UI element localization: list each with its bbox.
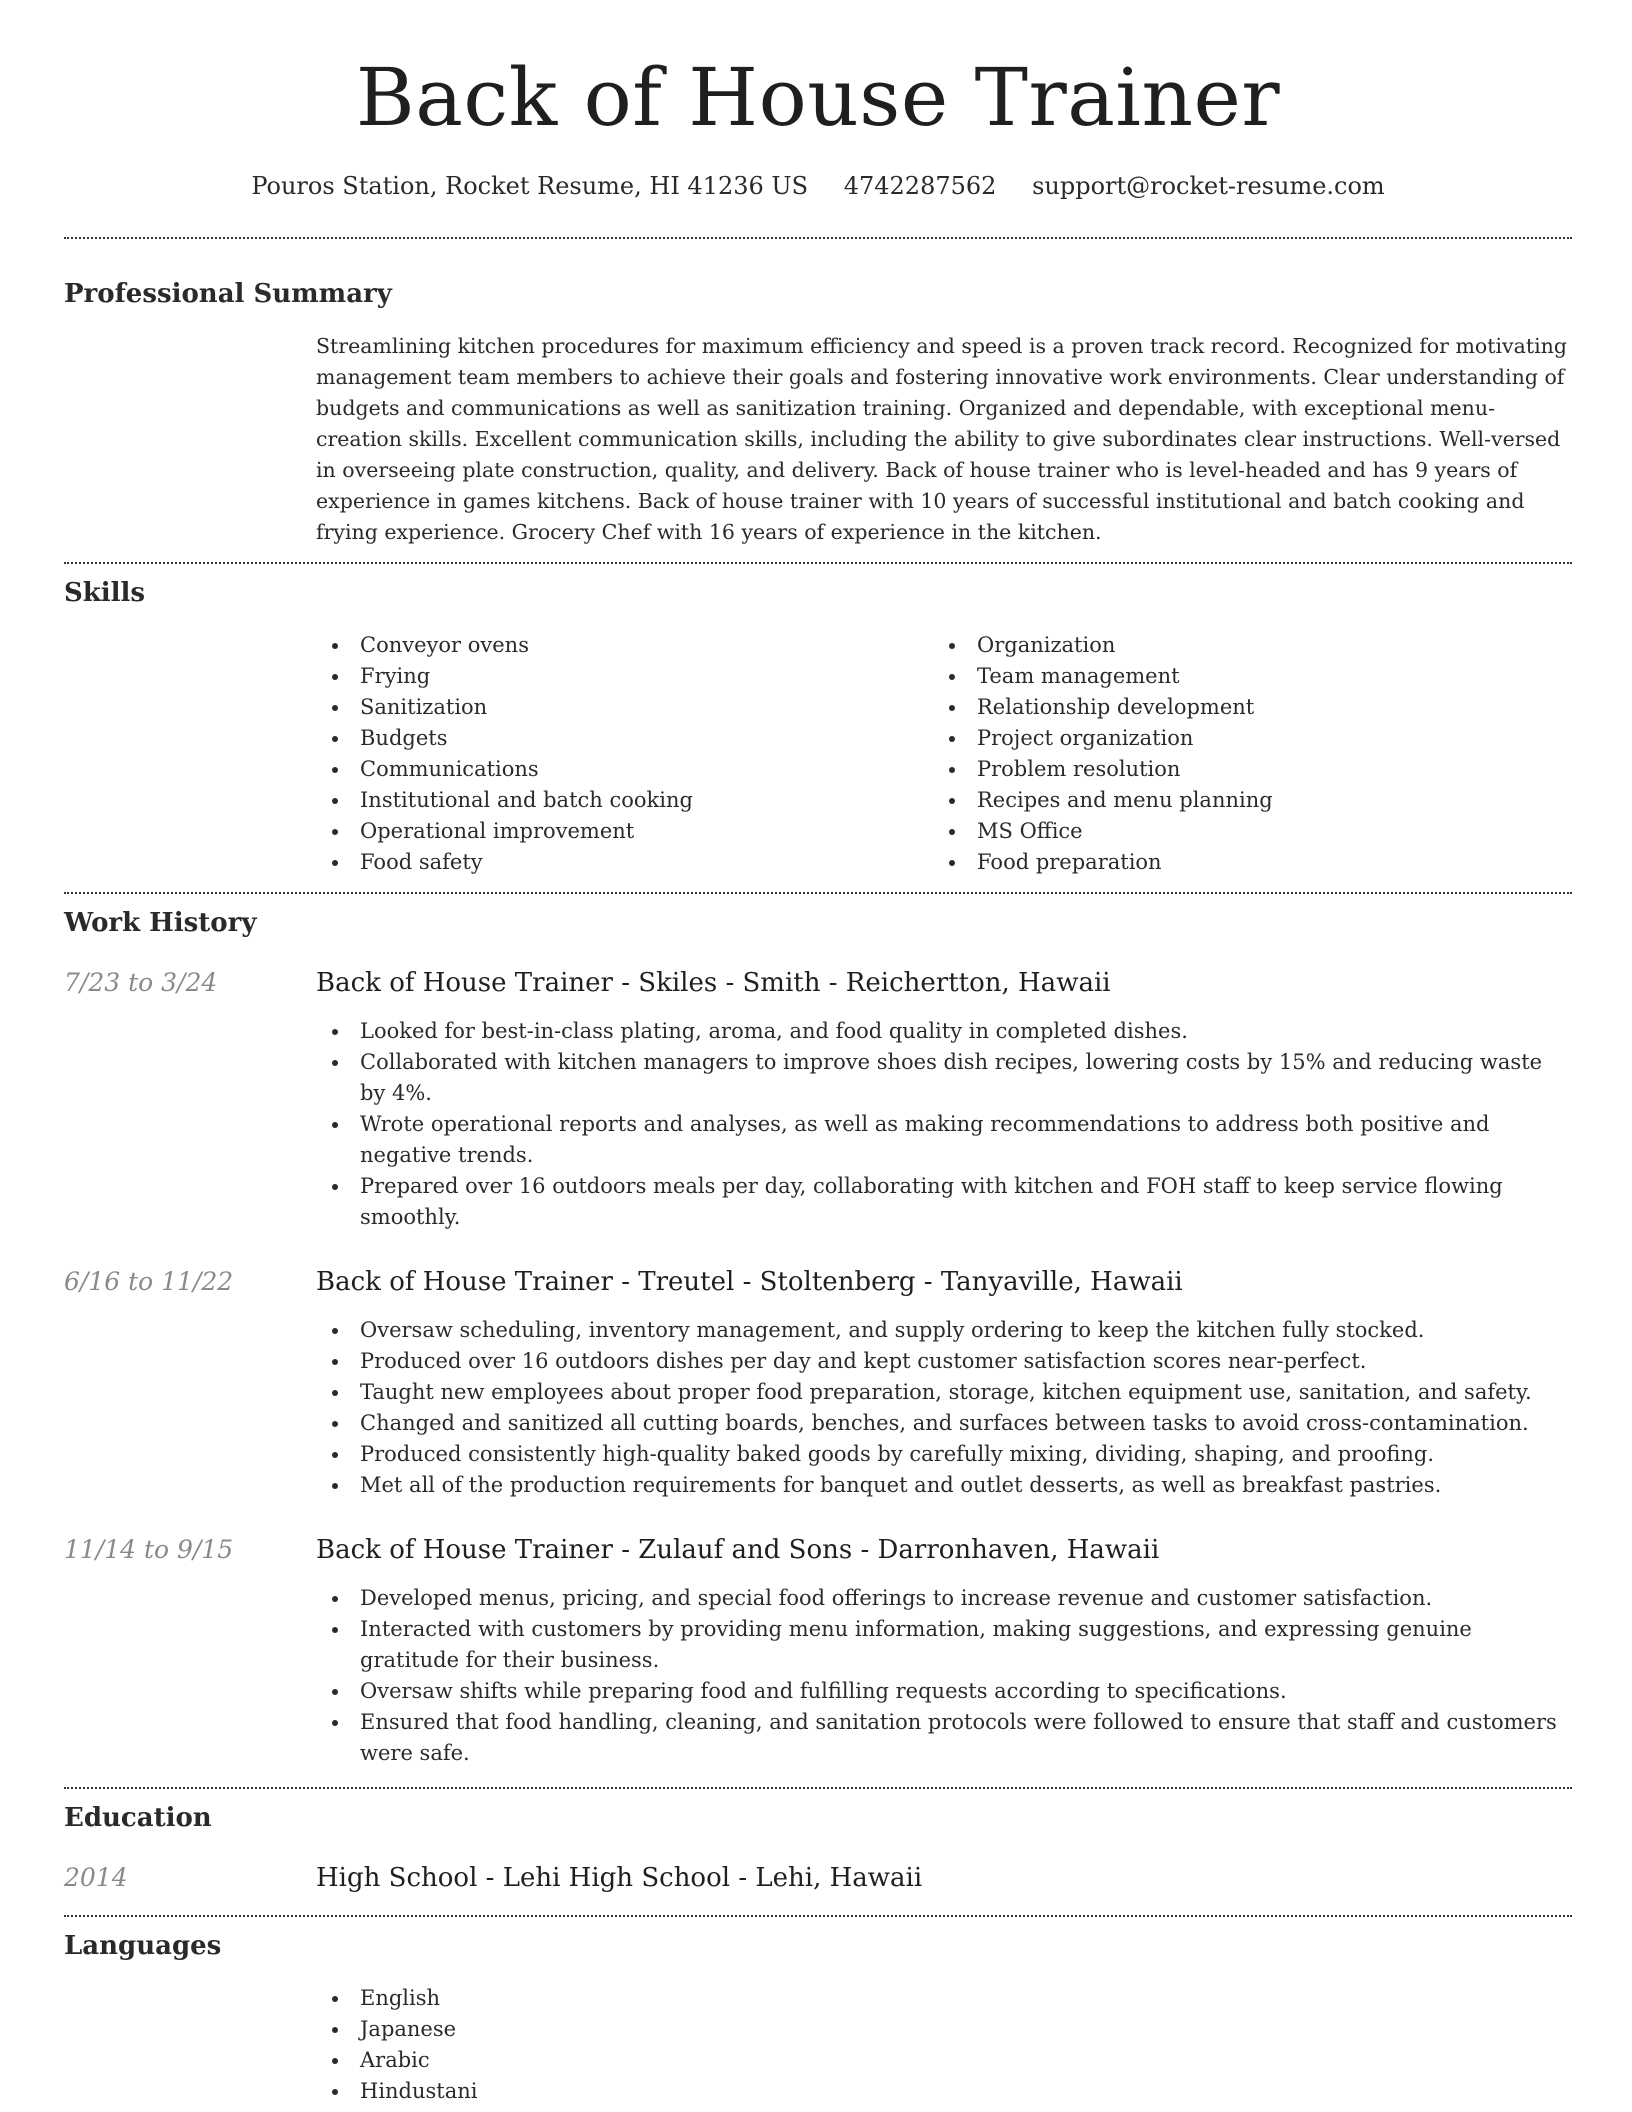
- work-history-heading: Work History: [64, 908, 257, 938]
- job-bullet: Developed menus, pricing, and special food offerings to increase revenue and customer satisfaction.: [316, 1583, 1572, 1614]
- skill-item: Organization: [933, 630, 1550, 661]
- section-divider: [64, 1787, 1572, 1789]
- skill-item: Team management: [933, 661, 1550, 692]
- languages-list: [316, 1983, 1572, 2107]
- skill-item: Project organization: [933, 723, 1550, 754]
- job-bullet: Produced consistently high-quality baked goods by carefully mixing, dividing, shaping, and proofing.: [316, 1439, 1572, 1470]
- skill-item: Budgets: [316, 723, 933, 754]
- job-bullet: Interacted with customers by providing menu information, making suggestions, and expressing genuine gratitude for their business.: [316, 1614, 1572, 1676]
- language-item: Japanese: [316, 2014, 1572, 2045]
- skill-item: Recipes and menu planning: [933, 785, 1550, 816]
- language-item: Hindustani: [316, 2076, 1572, 2107]
- job-bullet: Oversaw shifts while preparing food and fulfilling requests according to specifications.: [316, 1676, 1572, 1707]
- work-history-section: [64, 910, 1572, 1769]
- education-year: 2014: [64, 1863, 128, 1892]
- education-title: High School - Lehi High School - Lehi, Hawaii: [316, 1863, 923, 1893]
- contact-line: [64, 172, 1572, 200]
- summary-text: Streamlining kitchen procedures for maximum efficiency and speed is a proven track record. Recognized for motivating management team members to achieve their goals and fostering innovative work environments. Clear understanding of budgets and communications as well as sanitization training. Organized and dependable, with exceptional menu-creation skills. Excellent communication skills, including the ability to give subordinates clear instructions. Well-versed in overseeing plate construction, quality, and delivery. Back of house trainer who is level-headed and has 9 years of experience in games kitchens. Back of house trainer with 10 years of successful institutional and batch cooking and frying experience. Grocery Chef with 16 years of experience in the kitchen.: [316, 334, 1567, 544]
- education-section: [64, 1805, 1572, 1891]
- job-header: [64, 1537, 1572, 1563]
- job-bullet: Wrote operational reports and analyses, as well as making recommendations to address both positive and negative trends.: [316, 1109, 1572, 1171]
- skills-column-left: [316, 630, 933, 878]
- job-bullet: Changed and sanitized all cutting boards, benches, and surfaces between tasks to avoid cross-contamination.: [316, 1408, 1572, 1439]
- candidate-name: Back of House Trainer: [355, 51, 1281, 144]
- skills-column-right: [933, 630, 1550, 878]
- job-title: Back of House Trainer - Treutel - Stoltenberg - Tanyaville, Hawaii: [316, 1267, 1183, 1297]
- section-divider: [64, 562, 1572, 564]
- skill-item: MS Office: [933, 816, 1550, 847]
- languages-heading: Languages: [64, 1931, 222, 1961]
- job-header: [64, 970, 1572, 996]
- skill-item: Relationship development: [933, 692, 1550, 723]
- job-dates: 7/23 to 3/24: [64, 968, 218, 997]
- job-bullets: [316, 1315, 1572, 1501]
- education-entry: [64, 1865, 1572, 1891]
- section-divider: [64, 892, 1572, 894]
- skill-item: Food safety: [316, 847, 933, 878]
- skill-item: Food preparation: [933, 847, 1550, 878]
- job-bullet: Looked for best-in-class plating, aroma, and food quality in completed dishes.: [316, 1016, 1572, 1047]
- job-bullet: Taught new employees about proper food preparation, storage, kitchen equipment use, sanitation, and safety.: [316, 1377, 1572, 1408]
- job-bullets: [316, 1583, 1572, 1769]
- skills-section: [64, 580, 1572, 878]
- skill-item: Frying: [316, 661, 933, 692]
- skills-heading: Skills: [64, 578, 146, 608]
- education-heading: Education: [64, 1803, 212, 1833]
- skill-item: Sanitization: [316, 692, 933, 723]
- section-divider: [64, 237, 1572, 239]
- skill-item: Problem resolution: [933, 754, 1550, 785]
- languages-section: [64, 1933, 1572, 2107]
- contact-address: Pouros Station, Rocket Resume, HI 41236 US: [251, 172, 809, 200]
- summary-section: [64, 281, 1572, 548]
- skill-item: Communications: [316, 754, 933, 785]
- job-entry: [64, 970, 1572, 1233]
- skills-list: [316, 630, 1572, 878]
- skill-item: Operational improvement: [316, 816, 933, 847]
- section-divider: [64, 1915, 1572, 1917]
- job-bullet: Produced over 16 outdoors dishes per day and kept customer satisfaction scores near-perfect.: [316, 1346, 1572, 1377]
- skill-item: Institutional and batch cooking: [316, 785, 933, 816]
- resume-page: [64, 0, 1572, 2112]
- job-bullet: Ensured that food handling, cleaning, and sanitation protocols were followed to ensure that staff and customers were safe.: [316, 1707, 1572, 1769]
- job-bullet: Oversaw scheduling, inventory management, and supply ordering to keep the kitchen fully stocked.: [316, 1315, 1572, 1346]
- job-bullet: Prepared over 16 outdoors meals per day, collaborating with kitchen and FOH staff to keep service flowing smoothly.: [316, 1171, 1572, 1233]
- contact-phone: 4742287562: [843, 172, 997, 200]
- job-header: [64, 1269, 1572, 1295]
- job-dates: 6/16 to 11/22: [64, 1267, 234, 1296]
- job-dates: 11/14 to 9/15: [64, 1535, 234, 1564]
- contact-email: support@rocket-resume.com: [1032, 172, 1385, 200]
- summary-heading: Professional Summary: [64, 279, 392, 309]
- job-title: Back of House Trainer - Skiles - Smith - Reichertton, Hawaii: [316, 968, 1111, 998]
- skill-item: Conveyor ovens: [316, 630, 933, 661]
- language-item: Arabic: [316, 2045, 1572, 2076]
- job-bullets: [316, 1016, 1572, 1233]
- job-entry: [64, 1537, 1572, 1769]
- job-bullet: Collaborated with kitchen managers to improve shoes dish recipes, lowering costs by 15% and reducing waste by 4%.: [316, 1047, 1572, 1109]
- language-item: English: [316, 1983, 1572, 2014]
- job-title: Back of House Trainer - Zulauf and Sons - Darronhaven, Hawaii: [316, 1535, 1160, 1565]
- job-bullet: Met all of the production requirements for banquet and outlet desserts, as well as breakfast pastries.: [316, 1470, 1572, 1501]
- job-entry: [64, 1269, 1572, 1501]
